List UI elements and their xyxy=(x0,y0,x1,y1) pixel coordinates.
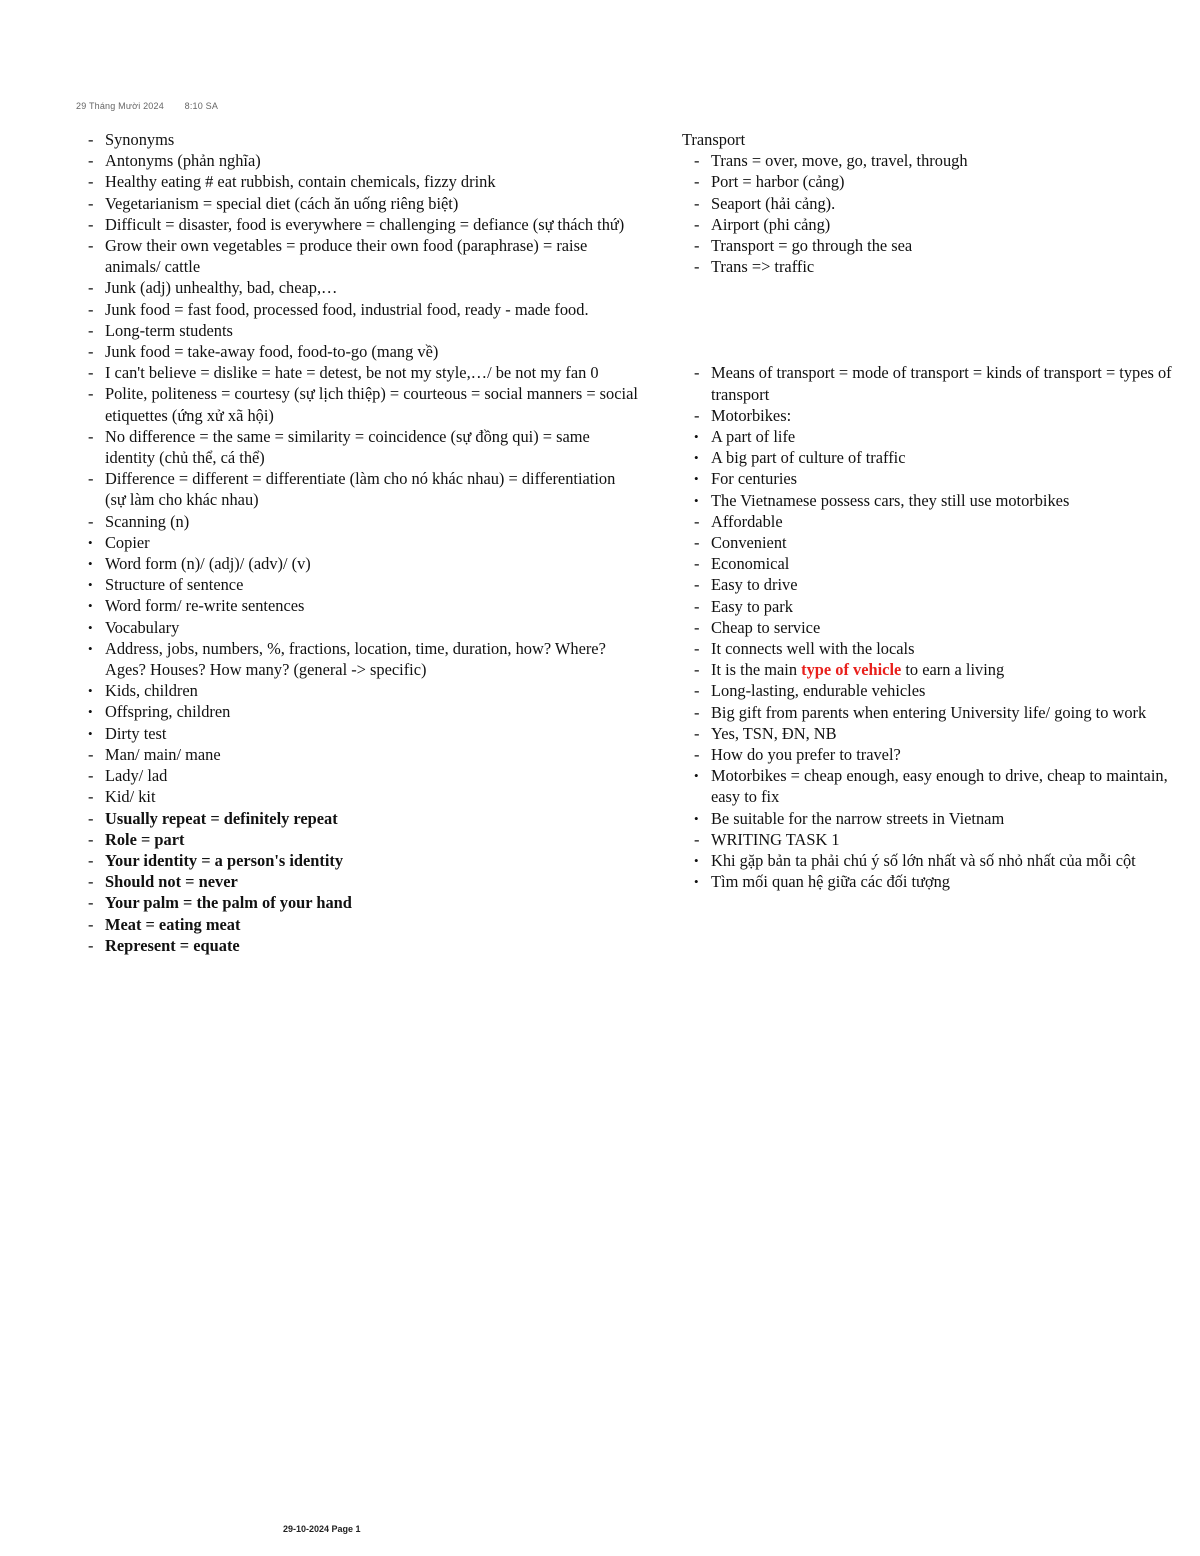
dash-marker: - xyxy=(88,787,94,807)
note-text: For centuries xyxy=(711,469,798,489)
note-item xyxy=(88,320,640,341)
dash-marker: - xyxy=(694,257,700,277)
note-item xyxy=(88,150,640,171)
note-text: Seaport (hải cảng). xyxy=(711,193,836,213)
note-item xyxy=(88,892,640,913)
page-footer: 29-10-2024 Page 1 xyxy=(283,1524,361,1534)
dash-marker: - xyxy=(88,426,94,446)
dash-marker: - xyxy=(88,808,94,828)
note-text: Kids, children xyxy=(105,681,198,701)
dash-marker: - xyxy=(694,681,700,701)
note-text: Cheap to service xyxy=(711,617,821,637)
dash-marker: - xyxy=(694,554,700,574)
note-item xyxy=(88,574,640,595)
note-text: Trans = over, move, go, travel, through xyxy=(711,151,968,171)
note-text: It connects well with the locals xyxy=(711,639,915,659)
note-item xyxy=(694,765,1197,807)
note-text: Lady/ lad xyxy=(105,766,168,786)
motorbike-notes-list xyxy=(694,362,1197,892)
note-item xyxy=(694,426,1197,447)
note-item xyxy=(88,362,640,383)
note-text: Yes, TSN, ĐN, NB xyxy=(711,723,837,743)
note-text-before: It is the main xyxy=(711,660,802,680)
dash-marker: - xyxy=(694,193,700,213)
note-text: Antonyms (phản nghĩa) xyxy=(105,151,261,171)
dash-marker: - xyxy=(88,236,94,256)
note-item xyxy=(694,405,1197,426)
note-item xyxy=(88,171,640,192)
note-item xyxy=(694,574,1197,595)
note-item xyxy=(694,829,1197,850)
note-item xyxy=(88,341,640,362)
note-text: Means of transport = mode of transport = kinds of transport = types of transport xyxy=(711,363,1172,404)
note-item xyxy=(694,617,1197,638)
note-text: Copier xyxy=(105,532,150,552)
note-item xyxy=(88,617,640,638)
note-text: How do you prefer to travel? xyxy=(711,745,901,765)
note-text: Affordable xyxy=(711,511,783,531)
bullet-marker: • xyxy=(88,619,93,635)
note-text: Grow their own vegetables = produce their own food (paraphrase) = raise animals/ cattle xyxy=(105,236,588,277)
note-item xyxy=(694,808,1197,829)
note-item xyxy=(694,596,1197,617)
dash-marker: - xyxy=(88,893,94,913)
dash-marker: - xyxy=(88,935,94,955)
note-item xyxy=(88,235,640,277)
note-text xyxy=(711,660,1004,679)
note-item xyxy=(88,532,640,553)
note-text: Kid/ kit xyxy=(105,787,156,807)
note-item xyxy=(88,935,640,956)
dash-marker: - xyxy=(694,575,700,595)
note-item xyxy=(694,490,1197,511)
header-date: 29 Tháng Mười 2024 xyxy=(76,101,164,111)
bullet-marker: • xyxy=(694,874,699,890)
dash-marker: - xyxy=(694,702,700,722)
dash-marker: - xyxy=(694,745,700,765)
dash-marker: - xyxy=(88,151,94,171)
bullet-marker: • xyxy=(694,768,699,784)
note-item xyxy=(88,595,640,616)
note-text: Easy to drive xyxy=(711,575,798,595)
bullet-marker: • xyxy=(88,640,93,656)
note-item xyxy=(694,235,1197,256)
note-text: A part of life xyxy=(711,427,796,447)
note-text: No difference = the same = similarity = coincidence (sự đồng qui) = same identity (chủ thể, cá thể) xyxy=(105,426,590,468)
dash-marker: - xyxy=(88,172,94,192)
note-item xyxy=(694,850,1197,871)
note-text: Meat = eating meat xyxy=(105,914,241,934)
note-item xyxy=(88,744,640,765)
dash-marker: - xyxy=(694,151,700,171)
note-item xyxy=(88,786,640,807)
dash-marker: - xyxy=(694,172,700,192)
dash-marker: - xyxy=(694,363,700,383)
note-text: Big gift from parents when entering University life/ going to work xyxy=(711,702,1147,722)
bullet-marker: • xyxy=(88,725,93,741)
dash-marker: - xyxy=(694,639,700,659)
bullet-marker: • xyxy=(694,450,699,466)
note-text: Junk (adj) unhealthy, bad, cheap,… xyxy=(105,278,338,298)
note-text: WRITING TASK 1 xyxy=(711,829,840,849)
dash-marker: - xyxy=(88,469,94,489)
dash-marker: - xyxy=(694,511,700,531)
note-text: Airport (phi cảng) xyxy=(711,214,831,234)
dash-marker: - xyxy=(694,596,700,616)
note-text: Synonyms xyxy=(105,130,175,149)
bullet-marker: • xyxy=(88,704,93,720)
note-text: A big part of culture of traffic xyxy=(711,448,906,468)
dash-marker: - xyxy=(88,130,94,149)
note-item xyxy=(88,468,640,510)
dash-marker: - xyxy=(694,723,700,743)
dash-marker: - xyxy=(694,405,700,425)
note-text: Structure of sentence xyxy=(105,575,244,595)
dash-marker: - xyxy=(88,278,94,298)
note-item xyxy=(88,383,640,425)
note-text: Motorbikes: xyxy=(711,405,792,425)
bullet-marker: • xyxy=(88,577,93,593)
blank-space xyxy=(682,277,1197,362)
note-item xyxy=(694,447,1197,468)
dash-marker: - xyxy=(88,320,94,340)
note-text: Offspring, children xyxy=(105,702,231,722)
note-text: Word form/ re-write sentences xyxy=(105,596,305,616)
note-item xyxy=(88,871,640,892)
note-text: Should not = never xyxy=(105,872,238,892)
dash-marker: - xyxy=(88,193,94,213)
note-item xyxy=(694,553,1197,574)
dash-marker: - xyxy=(88,299,94,319)
bullet-marker: • xyxy=(694,492,699,508)
note-item xyxy=(694,532,1197,553)
note-item xyxy=(88,129,640,150)
dash-marker: - xyxy=(694,660,700,680)
note-item xyxy=(694,214,1197,235)
note-text: Port = harbor (cảng) xyxy=(711,172,845,192)
note-item xyxy=(88,277,640,298)
note-text: Convenient xyxy=(711,533,787,553)
dash-marker: - xyxy=(88,850,94,870)
note-text: Be suitable for the narrow streets in Vietnam xyxy=(711,808,1005,828)
dash-marker: - xyxy=(88,214,94,234)
note-text: Vocabulary xyxy=(105,617,180,637)
transport-heading: Transport xyxy=(682,130,746,149)
note-item xyxy=(88,299,640,320)
bullet-marker: • xyxy=(88,683,93,699)
dash-marker: - xyxy=(88,511,94,531)
note-text: Your palm = the palm of your hand xyxy=(105,893,352,913)
note-text: Word form (n)/ (adj)/ (adv)/ (v) xyxy=(105,554,311,574)
note-text: Usually repeat = definitely repeat xyxy=(105,808,338,828)
left-notes-column xyxy=(88,129,640,956)
dash-marker: - xyxy=(694,533,700,553)
note-item xyxy=(694,723,1197,744)
note-item xyxy=(694,193,1197,214)
note-text: Long-term students xyxy=(105,320,233,340)
dash-marker: - xyxy=(88,829,94,849)
note-item xyxy=(88,214,640,235)
note-item xyxy=(694,702,1197,723)
note-item xyxy=(694,659,1197,680)
dash-marker: - xyxy=(88,872,94,892)
note-text: Easy to park xyxy=(711,596,793,616)
dash-marker: - xyxy=(88,744,94,764)
note-text: Khi gặp bản ta phải chú ý số lớn nhất và số nhỏ nhất của mỗi cột xyxy=(711,851,1136,871)
page-header xyxy=(76,101,218,111)
bullet-marker: • xyxy=(694,471,699,487)
note-text: Junk food = take-away food, food-to-go (mang về) xyxy=(105,342,439,362)
note-text: Scanning (n) xyxy=(105,511,190,531)
note-text: Difficult = disaster, food is everywhere = challenging = defiance (sự thách thứ) xyxy=(105,214,625,234)
note-text: Long-lasting, endurable vehicles xyxy=(711,681,926,701)
note-text: Your identity = a person's identity xyxy=(105,850,344,870)
transport-definitions-list xyxy=(694,150,1197,277)
bullet-marker: • xyxy=(694,810,699,826)
note-item xyxy=(694,744,1197,765)
note-text: Trans => traffic xyxy=(711,257,815,277)
note-text: Dirty test xyxy=(105,723,167,743)
note-text: I can't believe = dislike = hate = detest, be not my style,…/ be not my fan 0 xyxy=(105,363,599,383)
note-item xyxy=(694,871,1197,892)
note-text-after: to earn a living xyxy=(901,660,1005,680)
note-item xyxy=(694,511,1197,532)
note-item xyxy=(88,701,640,722)
note-item xyxy=(694,362,1197,404)
note-item xyxy=(88,638,640,680)
note-text: Motorbikes = cheap enough, easy enough to drive, cheap to maintain, easy to fix xyxy=(711,766,1168,807)
note-item xyxy=(88,850,640,871)
dash-marker: - xyxy=(694,617,700,637)
note-item xyxy=(88,426,640,468)
note-text: Economical xyxy=(711,554,790,574)
note-text: Healthy eating # eat rubbish, contain chemicals, fizzy drink xyxy=(105,172,496,192)
note-text: Man/ main/ mane xyxy=(105,744,221,764)
note-item xyxy=(694,638,1197,659)
bullet-marker: • xyxy=(694,853,699,869)
bullet-marker: • xyxy=(694,429,699,445)
note-text: Address, jobs, numbers, %, fractions, location, time, duration, how? Where? Ages? Houses? How many? (general -> specific) xyxy=(105,638,606,680)
note-item xyxy=(88,723,640,744)
dash-marker: - xyxy=(694,829,700,849)
bullet-marker: • xyxy=(88,598,93,614)
dash-marker: - xyxy=(88,342,94,362)
note-text: Tìm mối quan hệ giữa các đối tượng xyxy=(711,872,951,892)
dash-marker: - xyxy=(88,384,94,404)
note-item xyxy=(88,193,640,214)
bullet-marker: • xyxy=(88,556,93,572)
dash-marker: - xyxy=(694,214,700,234)
dash-marker: - xyxy=(88,363,94,383)
note-item xyxy=(88,914,640,935)
note-text: Vegetarianism = special diet (cách ăn uống riêng biệt) xyxy=(105,193,459,213)
highlighted-term: type of vehicle xyxy=(801,660,902,680)
dash-marker: - xyxy=(88,914,94,934)
note-text: Represent = equate xyxy=(105,935,240,955)
note-item xyxy=(88,511,640,532)
note-item xyxy=(88,829,640,850)
note-text: Polite, politeness = courtesy (sự lịch thiệp) = courteous = social manners = social etiquettes (ứng xử xã hội) xyxy=(105,384,638,425)
note-item xyxy=(694,171,1197,192)
note-item xyxy=(694,150,1197,171)
bullet-marker: • xyxy=(88,534,93,550)
note-text: Role = part xyxy=(105,829,185,849)
header-time: 8:10 SA xyxy=(184,101,219,111)
right-notes-column xyxy=(682,129,1197,893)
note-text: Junk food = fast food, processed food, industrial food, ready - made food. xyxy=(105,299,589,319)
note-item xyxy=(694,256,1197,277)
note-item xyxy=(694,680,1197,701)
note-item xyxy=(88,553,640,574)
note-text: Transport = go through the sea xyxy=(711,236,913,256)
note-text: Difference = different = differentiate (làm cho nó khác nhau) = differentiation (sự làm cho khác nhau) xyxy=(105,469,616,510)
note-text: The Vietnamese possess cars, they still use motorbikes xyxy=(711,490,1070,510)
note-item xyxy=(88,808,640,829)
note-item xyxy=(88,765,640,786)
note-item xyxy=(88,680,640,701)
dash-marker: - xyxy=(694,236,700,256)
note-item xyxy=(694,468,1197,489)
dash-marker: - xyxy=(88,766,94,786)
